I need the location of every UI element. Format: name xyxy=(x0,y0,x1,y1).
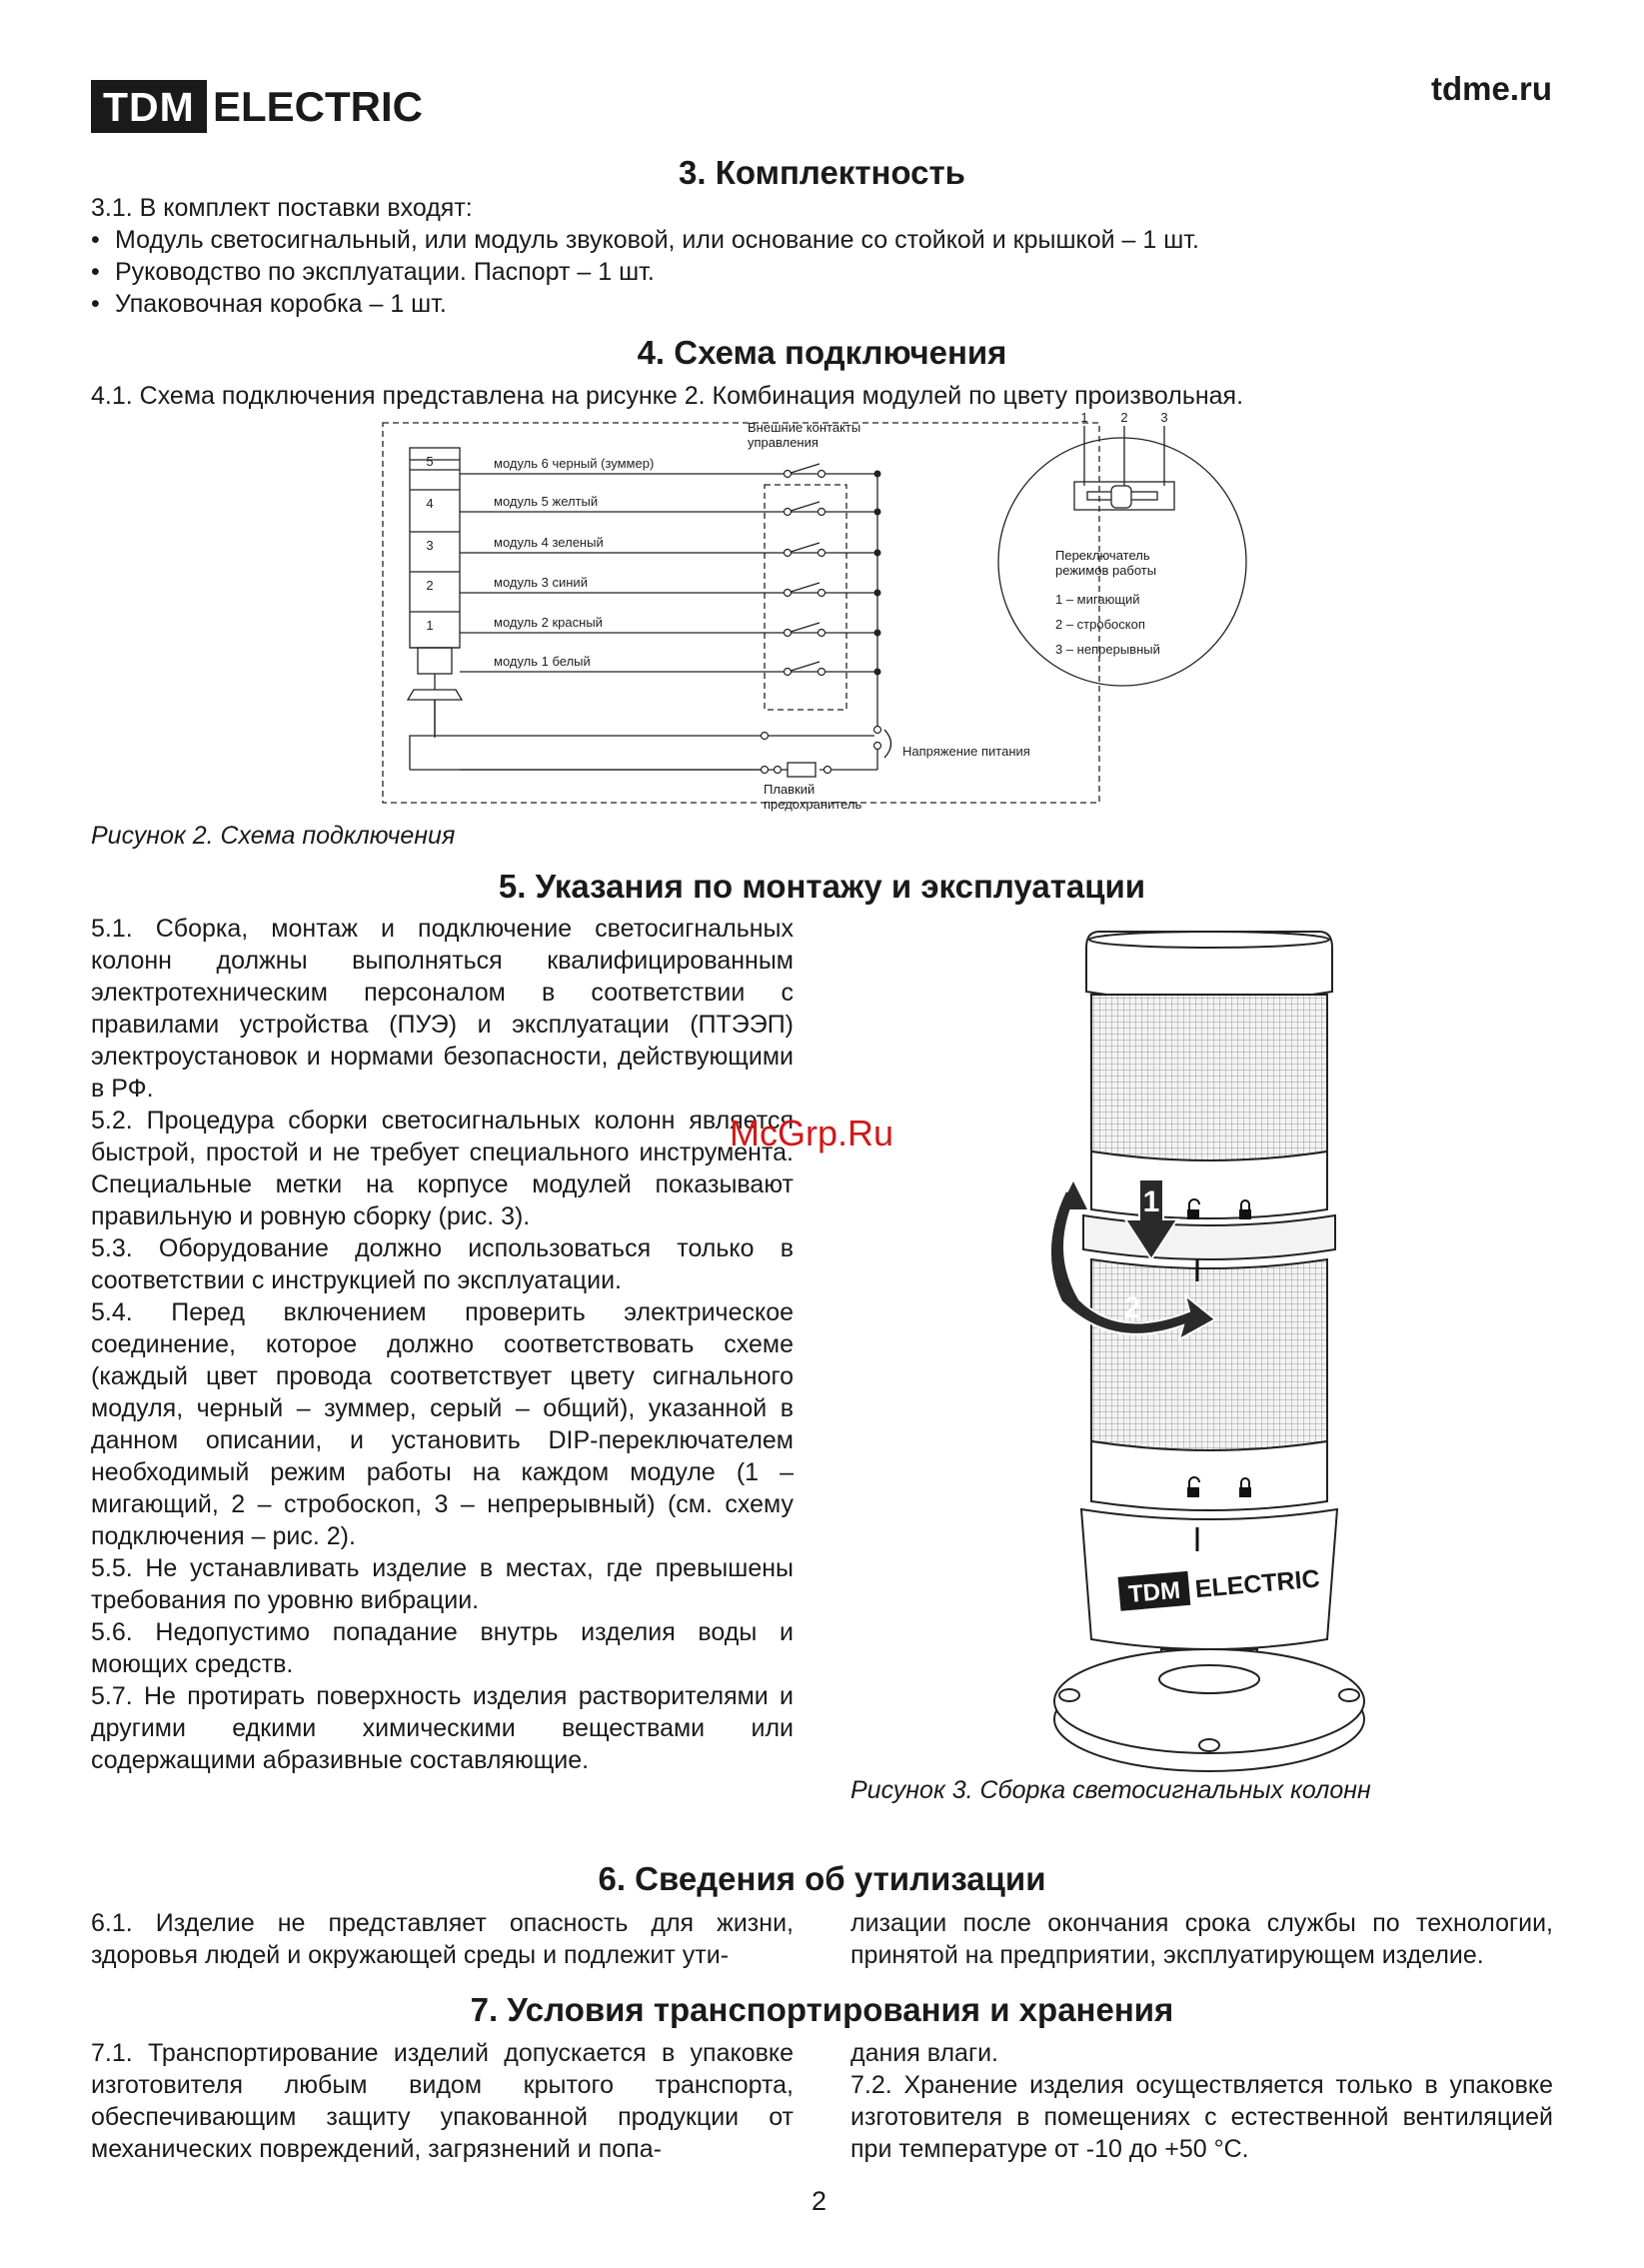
module-label: модуль 1 белый xyxy=(494,654,591,669)
module-label: модуль 6 черный (зуммер) xyxy=(494,456,655,471)
switch-number: 3 xyxy=(1160,410,1168,425)
section-5-body xyxy=(91,913,794,1776)
brand-logo-word: ELECTRIC xyxy=(213,83,423,130)
section-4-title: 4. Схема подключения xyxy=(637,334,1007,371)
module-num-4: 4 xyxy=(426,496,434,511)
paragraph: 5.2. Процедура сборки светосигнальных колонн является быстрой, простой и не требует специального инструмента. Специальные метки на корпусе модулей показывают правильную и ровную сборку (рис. 3). xyxy=(91,1107,794,1230)
switch-mode: 3 – непрерывный xyxy=(1055,642,1160,657)
upper-lens xyxy=(1091,995,1327,1160)
wiring-diagram xyxy=(370,410,1269,820)
section-7-title: 7. Условия транспортирования и хранения xyxy=(470,1991,1174,2028)
page-number: 2 xyxy=(812,2186,827,2216)
section-6-col2: лизации после окончания срока службы по технологии, принятой на предприятии, эксплуатирующем изделие. xyxy=(850,1909,1553,1969)
column-body xyxy=(410,448,460,648)
module-num-5: 5 xyxy=(426,454,434,469)
switch-mode: 2 – стробоскоп xyxy=(1055,617,1145,632)
signal-tower-illustration xyxy=(1039,920,1369,1789)
upper-ring xyxy=(1091,1151,1327,1218)
section-4-text: 4.1. Схема подключения представлена на рисунке 2. Комбинация модулей по цвету произвольная. xyxy=(91,382,1244,410)
paragraph: 5.3. Оборудование должно использоваться только в соответствии с инструкцией по эксплуатации. xyxy=(91,1234,794,1294)
figure-3-caption: Рисунок 3. Сборка светосигнальных колонн xyxy=(850,1776,1371,1804)
section-3-intro: 3.1. В комплект поставки входят: xyxy=(91,194,473,222)
figure-2-caption: Рисунок 2. Схема подключения xyxy=(91,822,456,850)
paragraph: 5.5. Не устанавливать изделие в местах, где превышены требования по уровню вибрации. xyxy=(91,1554,794,1614)
list-item: • Упаковочная коробка – 1 шт. xyxy=(91,288,1560,320)
module-label: модуль 5 желтый xyxy=(494,494,599,509)
switch-mode: 1 – мигающий xyxy=(1055,592,1140,607)
lower-lens xyxy=(1091,1259,1327,1450)
paragraph: 7.2. Хранение изделия осуществляется только в упаковке изготовителя в помещениях с естественной вентиляцией при температуре от -10 до +50 °C. xyxy=(850,2071,1553,2163)
switch-number: 1 xyxy=(1080,410,1088,425)
section-3-title: 3. Комплектность xyxy=(679,154,965,191)
switch-number: 2 xyxy=(1120,410,1128,425)
fuse-label: Плавкий предохранитель xyxy=(764,782,862,812)
external-contacts-label: Внешние контакты управления xyxy=(748,420,861,450)
step-1-label: 1 xyxy=(1142,1185,1160,1218)
step-2-label: 2 xyxy=(1123,1291,1141,1324)
module-num-2: 2 xyxy=(426,578,434,593)
section-7-col1: 7.1. Транспортирование изделий допускается в упаковке изготовителя любым видом крытого транспорта, обеспечивающим защиту упакованной продукции от механических повреждений, загрязнений и попа- xyxy=(91,2039,794,2163)
paragraph: 5.4. Перед включением проверить электрическое соединение, которое должно соответствовать схеме (каждый цвет провода соответствует цвету сигнального модуля, черный – зуммер, серый – общий), указанной в данном описании, и установить DIP-переключателем необходимый режим работы на каждом модуле (1 – мигающий, 2 – стробоскоп, 3 – непрерывный) (см. схему подключения – рис. 2). xyxy=(91,1298,794,1550)
lower-ring xyxy=(1091,1441,1327,1510)
product-logo-word: ELECTRIC xyxy=(1193,1564,1321,1604)
section-5-title: 5. Указания по монтажу и эксплуатации xyxy=(498,868,1146,905)
site-url[interactable]: tdme.ru xyxy=(1430,70,1552,107)
switch-title: Переключатель режимов работы xyxy=(1055,548,1157,578)
module-label: модуль 4 зеленый xyxy=(494,535,604,550)
brand-logo-mark: TDM xyxy=(91,80,207,133)
supply-label: Напряжение питания xyxy=(902,744,1030,759)
module-label: модуль 2 красный xyxy=(494,615,603,630)
paragraph: 5.1. Сборка, монтаж и подключение светосигнальных колонн должны выполняться квалифицированным электротехническим персоналом в соответствии с правилами устройства (ПУЭ) и эксплуатации (ПТЭЭП) электроустановок и нормами безопасности, действующими в РФ. xyxy=(91,915,794,1103)
module-label: модуль 3 синий xyxy=(494,575,588,590)
section-6-col1: 6.1. Изделие не представляет опасность для жизни, здоровья людей и окружающей среды и подлежит ути- xyxy=(91,1909,794,1969)
section-7-col2 xyxy=(850,2037,1553,2165)
watermark: McGrp.Ru xyxy=(730,1113,894,1153)
list-item: • Руководство по эксплуатации. Паспорт – 1 шт. xyxy=(91,256,1560,288)
module-num-3: 3 xyxy=(426,538,434,553)
paragraph: 5.7. Не протирать поверхность изделия растворителями и другими едкими химическими веществами или содержащими абразивные составляющие. xyxy=(91,1682,794,1774)
list-item: • Модуль светосигнальный, или модуль звуковой, или основание со стойкой и крышкой – 1 шт. xyxy=(91,224,1560,256)
section-6-title: 6. Сведения об утилизации xyxy=(598,1860,1046,1897)
paragraph: 5.6. Недопустимо попадание внутрь изделия воды и моющих средств. xyxy=(91,1618,794,1678)
module-num-1: 1 xyxy=(426,618,434,633)
product-logo-mark: TDM xyxy=(1127,1576,1182,1609)
section-3-body xyxy=(91,192,1560,320)
contacts-box xyxy=(765,485,846,710)
paragraph: дания влаги. xyxy=(850,2039,998,2067)
